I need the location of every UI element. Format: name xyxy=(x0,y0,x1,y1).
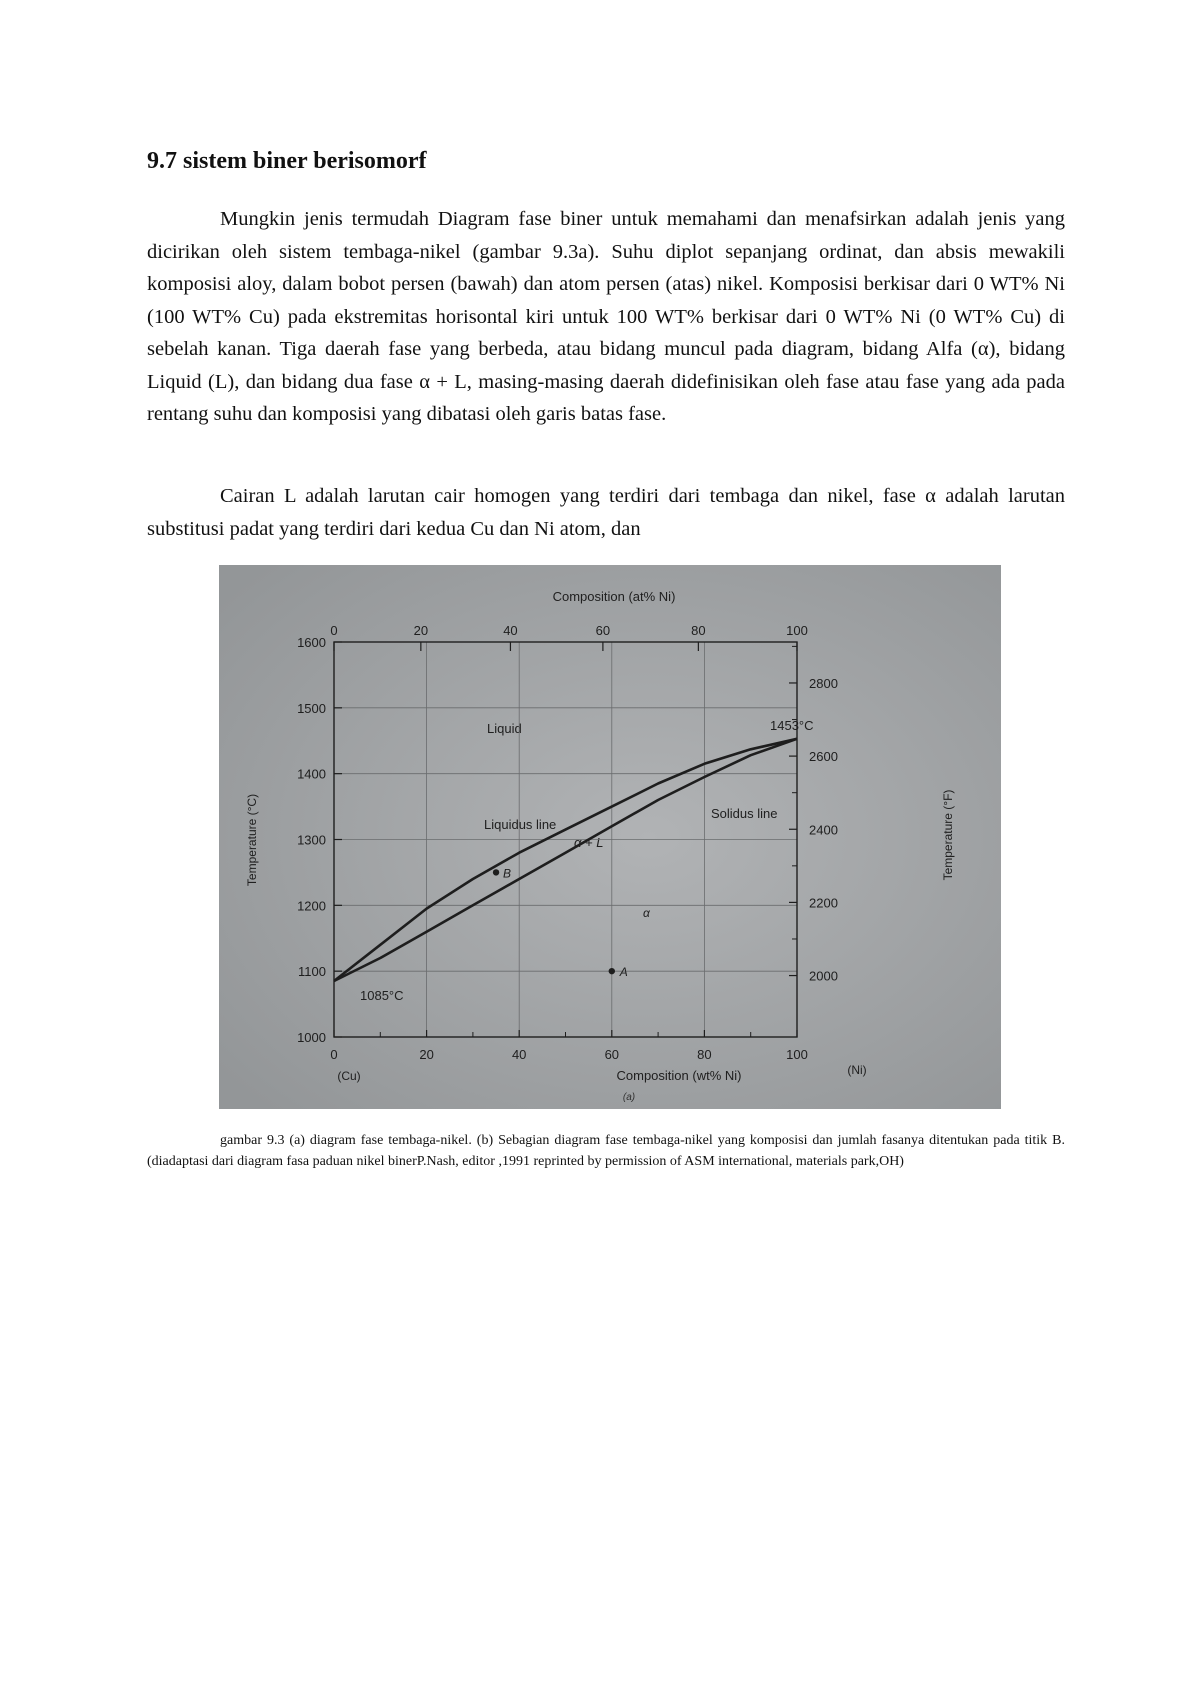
point-a-label: A xyxy=(619,965,628,980)
left-axis-title: Temperature (°C) xyxy=(245,793,259,887)
top-tick-label: 100 xyxy=(786,623,808,638)
label-liquid: Liquid xyxy=(487,721,522,736)
label-melt-cu: 1085°C xyxy=(360,988,404,1003)
top-tick-label: 40 xyxy=(503,623,518,638)
point-b-label: B xyxy=(503,866,512,881)
section-heading: 9.7 sistem biner berisomorf xyxy=(147,148,427,174)
label-ni: (Ni) xyxy=(847,1063,867,1077)
left-tick-label: 1300 xyxy=(297,832,326,848)
left-tick-label: 1000 xyxy=(297,1030,326,1045)
label-alpha: α xyxy=(643,906,650,920)
point-a xyxy=(609,968,615,974)
right-axis-title: Temperature (°F) xyxy=(941,789,955,881)
left-tick-label: 1200 xyxy=(297,898,326,914)
label-cu: (Cu) xyxy=(337,1069,361,1083)
point-b xyxy=(493,869,499,875)
paragraph-2: Cairan L adalah larutan cair homogen yang terdiri dari tembaga dan nikel, fase α adalah larutan substitusi padat yang terdiri dari kedua Cu dan Ni atom, dan xyxy=(147,485,1065,540)
top-tick-label: 20 xyxy=(413,623,429,638)
bottom-axis-title: Composition (wt% Ni) xyxy=(616,1068,742,1083)
right-tick-label: 2800 xyxy=(809,675,838,691)
bottom-tick-label: 80 xyxy=(697,1047,712,1062)
right-tick-label: 2600 xyxy=(809,749,838,765)
left-tick-label: 1600 xyxy=(297,635,326,650)
right-tick-label: 2200 xyxy=(809,895,838,911)
phase-diagram-chart xyxy=(219,565,1001,1109)
bottom-tick-label: 0 xyxy=(330,1047,338,1062)
right-tick-label: 2000 xyxy=(809,968,838,984)
label-melt-ni: 1453°C xyxy=(770,718,814,733)
top-tick-label: 60 xyxy=(595,623,611,638)
top-tick-label: 80 xyxy=(691,623,706,638)
label-two-phase: α + L xyxy=(574,835,604,850)
subfigure-label: (a) xyxy=(622,1092,636,1103)
label-liquidus-line: Liquidus line xyxy=(484,817,557,832)
left-tick-label: 1100 xyxy=(298,964,326,980)
bottom-tick-label: 20 xyxy=(419,1047,434,1062)
top-axis-title: Composition (at% Ni) xyxy=(552,589,676,604)
bottom-tick-label: 60 xyxy=(604,1047,620,1062)
bottom-tick-label: 100 xyxy=(786,1047,808,1062)
right-tick-label: 2400 xyxy=(809,822,838,838)
top-tick-label: 0 xyxy=(330,623,338,638)
bottom-tick-label: 40 xyxy=(511,1047,527,1062)
figure-background xyxy=(219,565,1001,1109)
phase-diagram-figure xyxy=(219,565,1001,1109)
left-tick-label: 1500 xyxy=(297,700,326,716)
paragraph-1: Mungkin jenis termudah Diagram fase biner untuk memahami dan menafsirkan adalah jenis yang dicirikan oleh sistem tembaga-nikel (gambar 9.3a). Suhu diplot sepanjang ordinat, dan absis mewakili komposisi aloy, dalam bobot persen (bawah) dan atom persen (atas) nikel. Komposisi berkisar dari 0 WT% Ni (100 WT% Cu) pada ekstremitas horisontal kiri untuk 100 WT% berkisar dari 0 WT% Ni (0 WT% Cu) di sebelah kanan. Tiga daerah fase yang berbeda, atau bidang muncul pada diagram, bidang Alfa (α), bidang Liquid (L), dan bidang dua fase α + L, masing-masing daerah didefinisikan oleh fase atau fase yang ada pada rentang suhu dan komposisi yang dibatasi oleh garis batas fase. xyxy=(147,208,1065,425)
left-tick-label: 1400 xyxy=(297,766,326,782)
label-solidus-line: Solidus line xyxy=(711,806,778,821)
figure-caption: gambar 9.3 (a) diagram fase tembaga-nikel. (b) Sebagian diagram fase tembaga-nikel yang komposisi dan jumlah fasanya ditentukan pada titik B. (diadaptasi dari diagram fasa paduan nikel binerP.Nash, editor ,1991 reprinted by permission of ASM international, materials park,OH) xyxy=(147,1133,1065,1169)
